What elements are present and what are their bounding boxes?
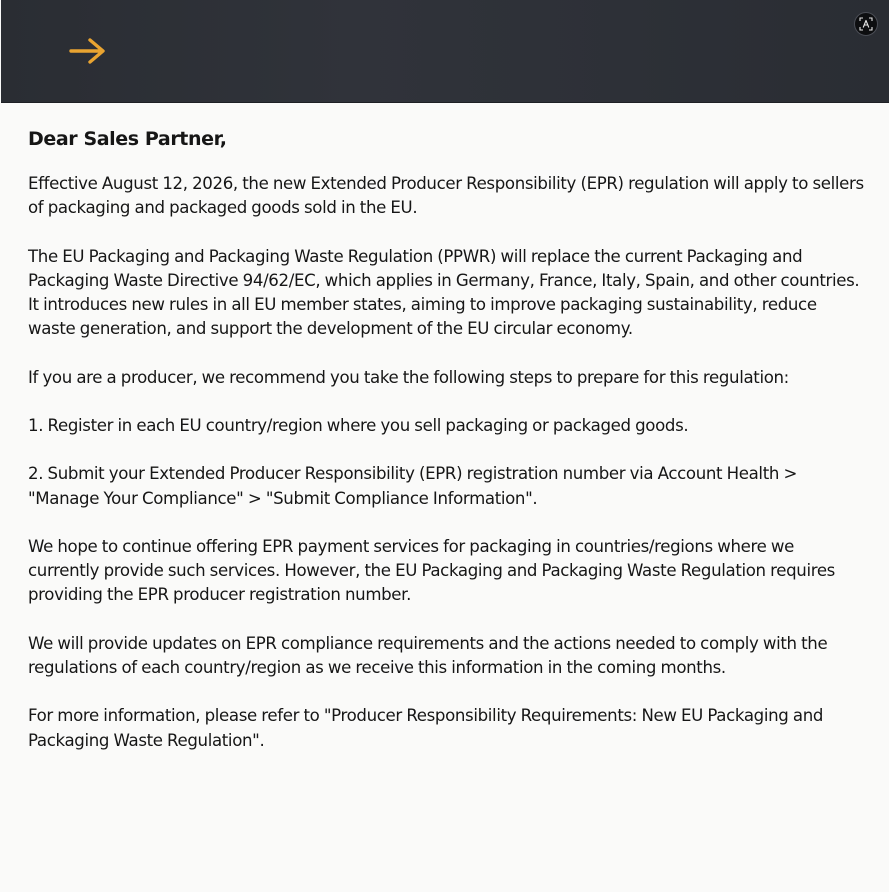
paragraph-effective-date: Effective August 12, 2026, the new Extended Producer Responsibility (EPR) regulation will apply to sellers of packaging and packaged goods sold in the EU.	[28, 174, 864, 218]
paragraph-updates: We will provide updates on EPR compliance requirements and the actions needed to comply with the regulations of each country/region as we receive this information in the coming months.	[28, 633, 828, 677]
arrow-right-icon	[68, 35, 108, 67]
paragraph-more-info: For more information, please refer to "Producer Responsibility Requirements: New EU Packaging and Packaging Waste Regulation".	[28, 706, 824, 750]
paragraph-producer-steps: If you are a producer, we recommend you take the following steps to prepare for this regulation:	[28, 367, 789, 387]
paragraph-payment-services: We hope to continue offering EPR payment services for packaging in countries/regions where we currently provide such services. However, the EU Packaging and Packaging Waste Regulation requires providing the EPR producer registration number.	[28, 536, 835, 605]
translate-icon[interactable]	[854, 12, 878, 36]
header-banner	[1, 0, 889, 103]
letter-greeting: Dear Sales Partner,	[28, 128, 227, 150]
paragraph-ppwr: The EU Packaging and Packaging Waste Regulation (PPWR) will replace the current Packaging and Packaging Waste Directive 94/62/EC, which applies in Germany, France, Italy, Spain, and other countries. It introduces new rules in all EU member states, aiming to improve packaging sustainability, reduce waste generation, and support the development of the EU circular economy.	[28, 246, 860, 339]
step-submit-epr: 2. Submit your Extended Producer Responsibility (EPR) registration number via Account Health > "Manage Your Compliance" > "Submit Compliance Information".	[28, 464, 797, 508]
step-register: 1. Register in each EU country/region where you sell packaging or packaged goods.	[28, 415, 689, 435]
letter-body	[28, 124, 864, 777]
